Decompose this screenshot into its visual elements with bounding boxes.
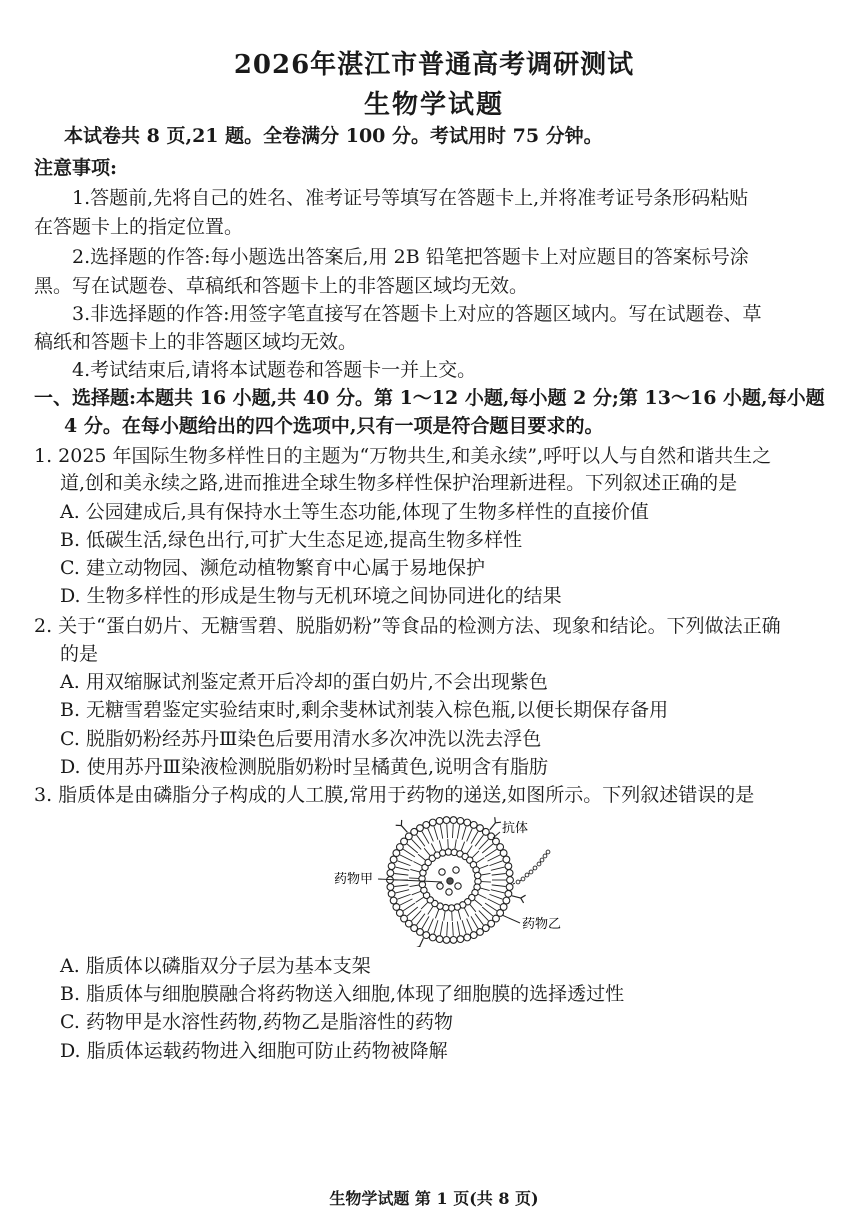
option-d: D. 生物多样性的形成是生物与无机环境之间协同进化的结果 <box>60 585 562 607</box>
outer-head <box>450 936 457 943</box>
outer-tail <box>447 922 448 936</box>
outer-head <box>506 870 513 877</box>
note-line: 4.考试结束后,请将本试题卷和答题卡一并上交。 <box>72 359 477 381</box>
outer-tail <box>462 826 466 839</box>
option-c: C. 脱脂奶粉经苏丹Ⅲ染色后要用清水多次冲洗以洗去浮色 <box>60 728 542 750</box>
inner-tail <box>478 894 486 898</box>
inner-tail <box>412 891 421 894</box>
outer-tail <box>440 825 442 839</box>
drug-a-molecule <box>439 869 445 875</box>
outer-tail <box>397 894 410 899</box>
outer-head <box>390 897 397 904</box>
outer-tail <box>400 899 413 905</box>
option-a: A. 公园建成后,具有保持水土等生态功能,体现了生物多样性的直接价值 <box>60 501 649 523</box>
peptide-bead <box>537 862 541 866</box>
note-line: 2.选择题的作答:每小题选出答案后,用 2B 铅笔把答题卡上对应题目的答案标号涂 <box>72 246 749 268</box>
outer-head <box>500 850 507 857</box>
outer-tail <box>482 844 493 853</box>
outer-tail <box>397 861 410 866</box>
outer-head <box>506 884 513 891</box>
outer-tail <box>457 921 459 935</box>
outer-head <box>464 819 471 826</box>
outer-tail <box>396 867 410 870</box>
outer-tail <box>434 826 438 839</box>
drug-a-molecule <box>437 883 443 889</box>
outer-head <box>390 856 397 863</box>
liposome-diagram <box>330 812 570 947</box>
outer-head <box>503 897 510 904</box>
outer-tail <box>475 914 483 925</box>
label-antibody: 抗体 <box>502 821 529 836</box>
antibody-arm <box>495 822 501 823</box>
inner-tail <box>480 888 489 890</box>
peptide-bead <box>543 854 547 858</box>
exam-title: 2026年湛江市普通高考调研测试 <box>233 50 635 80</box>
outer-head <box>505 890 512 897</box>
drug-molecules <box>437 867 461 895</box>
outer-head <box>429 934 436 941</box>
outer-head <box>505 863 512 870</box>
outer-tail <box>488 899 501 905</box>
outer-tail <box>491 890 505 893</box>
outer-tail <box>479 911 489 921</box>
label-drug-a: 药物甲 <box>334 872 374 887</box>
outer-tail <box>467 919 473 932</box>
inner-tail <box>464 908 468 916</box>
inner-tail <box>470 904 476 911</box>
outer-tail <box>394 873 408 875</box>
inner-tail <box>410 869 419 871</box>
inner-tail <box>413 861 421 865</box>
inner-tail <box>476 858 484 863</box>
note-line: 黑。写在试题卷、草稿纸和答题卡上的非答题区域均无效。 <box>34 275 529 297</box>
subject-title: 生物学试题 <box>363 90 504 120</box>
inner-tail <box>458 910 460 919</box>
outer-head <box>388 863 395 870</box>
antibody-arm <box>495 817 496 823</box>
outer-tail <box>492 885 506 887</box>
peptide-bead <box>529 870 533 874</box>
inner-tail <box>421 902 428 909</box>
outer-tail <box>422 916 429 928</box>
option-b: B. 脂质体与细胞膜融合将药物送入细胞,体现了细胞膜的选择透过性 <box>60 983 625 1005</box>
outer-tail <box>440 921 442 935</box>
inner-tail <box>461 842 464 851</box>
option-a: A. 脂质体以磷脂双分子层为基本支架 <box>60 955 371 977</box>
note-line: 在答题卡上的指定位置。 <box>34 216 244 238</box>
antibody-arm <box>414 946 419 947</box>
outer-head <box>436 936 443 943</box>
antibody-stem <box>401 826 407 833</box>
inner-tail <box>431 844 435 852</box>
outer-tail <box>394 885 408 887</box>
outer-tail <box>434 920 438 933</box>
note-line: 1.答题前,先将自己的姓名、准考证号等填写在答题卡上,并将准考证号条形码粘贴 <box>72 187 749 209</box>
question-stem: 1. 2025 年国际生物多样性日的主题为“万物共生,和美永续”,呼吁以人与自然和谐共生之 <box>34 445 772 467</box>
outer-tail <box>489 861 502 866</box>
outer-head <box>387 870 394 877</box>
peptide-bead <box>521 877 525 881</box>
question-stem: 2. 关于“蛋白奶片、无糖雪碧、脱脂奶粉”等食品的检测方法、现象和结论。下列做法正确 <box>34 615 781 637</box>
peptide-bead <box>525 873 529 877</box>
drug-a-molecule <box>447 878 453 884</box>
outer-head <box>388 890 395 897</box>
section-heading: 一、选择题:本题共 16 小题,共 40 分。第 1～12 小题,每小题 2 分;第 13～16 小题,每小题 <box>34 387 825 409</box>
inner-tail <box>439 840 441 849</box>
inner-tail <box>410 885 419 887</box>
page-footer: 生物学试题 第 1 页(共 8 页) <box>329 1189 539 1208</box>
outer-tail <box>412 839 422 849</box>
question-stem: 的是 <box>60 643 99 665</box>
inner-tail <box>475 900 482 906</box>
outer-tail <box>491 867 505 870</box>
outer-tail <box>467 829 473 842</box>
antibody-arm <box>521 898 524 903</box>
outer-tail <box>407 907 418 916</box>
outer-head <box>464 934 471 941</box>
label-drug-b: 药物乙 <box>522 917 562 932</box>
antibody-stem <box>512 896 521 898</box>
outer-tail <box>452 824 453 838</box>
drug-a-molecule <box>455 883 461 889</box>
outer-head <box>443 936 450 943</box>
option-d: D. 脂质体运载药物进入细胞可防止药物被降解 <box>60 1040 448 1062</box>
outer-tail <box>447 824 448 838</box>
outer-tail <box>407 844 418 853</box>
inner-tail <box>448 839 449 848</box>
outer-tail <box>400 855 413 861</box>
inner-tail <box>435 909 438 918</box>
outer-head <box>436 818 443 825</box>
drug-a-molecule <box>453 867 459 873</box>
liposome-figure <box>330 812 570 947</box>
outer-head <box>507 877 514 884</box>
inner-tail <box>472 851 479 858</box>
outer-tail <box>485 903 497 911</box>
outer-head <box>457 936 464 943</box>
option-a: A. 用双缩脲试剂鉴定煮开后冷却的蛋白奶片,不会出现紫色 <box>60 671 548 693</box>
antibody-arm <box>420 946 422 947</box>
outer-head <box>457 818 464 825</box>
inner-tail <box>455 839 456 848</box>
section-heading: 4 分。在每小题给出的四个选项中,只有一项是符合题目要求的。 <box>64 415 604 437</box>
inner-head <box>474 872 480 878</box>
outer-head <box>503 856 510 863</box>
inner-tail <box>418 854 425 860</box>
question-stem: 道,创和美永续之路,进而推进全球生物多样性保护治理新进程。下列叙述正确的是 <box>60 472 738 494</box>
note-line: 3.非选择题的作答:用签字笔直接写在答题卡上对应的答题区域内。写在试题卷、草 <box>72 303 762 325</box>
antibody-stem <box>420 938 424 946</box>
peptide-bead <box>533 866 537 870</box>
outer-head <box>423 822 430 829</box>
antibody-arm <box>521 895 526 898</box>
label-leader <box>502 915 520 923</box>
peptide-bead <box>516 880 520 884</box>
outer-head <box>387 884 394 891</box>
outer-tail <box>471 916 478 928</box>
antibody-stem <box>490 823 496 830</box>
peptide-bead <box>546 850 550 854</box>
outer-tail <box>452 922 453 936</box>
outer-head <box>470 932 477 939</box>
outer-tail <box>475 835 483 846</box>
outer-head <box>443 817 450 824</box>
inner-tail <box>428 906 433 914</box>
outer-tail <box>485 849 497 857</box>
peptide-bead <box>540 858 544 862</box>
inner-tail <box>481 873 490 875</box>
exam-info: 本试卷共 8 页,21 题。全卷满分 100 分。考试用时 75 分钟。 <box>64 125 603 147</box>
outer-head <box>450 817 457 824</box>
outer-head <box>393 904 400 911</box>
outer-tail <box>428 919 434 932</box>
outer-tail <box>403 849 415 857</box>
option-b: B. 无糖雪碧鉴定实验结束时,剩余斐林试剂装入棕色瓶,以便长期保存备用 <box>60 699 669 721</box>
inner-tail <box>424 848 430 855</box>
option-d: D. 使用苏丹Ⅲ染液检测脱脂奶粉时呈橘黄色,说明含有脂肪 <box>60 756 548 778</box>
inner-tail <box>444 911 445 920</box>
outer-tail <box>417 914 425 925</box>
option-c: C. 药物甲是水溶性药物,药物乙是脂溶性的药物 <box>60 1011 453 1033</box>
outer-tail <box>489 894 502 899</box>
outer-tail <box>396 890 410 893</box>
outer-head <box>429 819 436 826</box>
option-c: C. 建立动物园、濒危动植物繁育中心属于易地保护 <box>60 557 485 579</box>
outer-tail <box>412 911 422 921</box>
inner-tail <box>416 897 424 902</box>
drug-a-molecule <box>446 889 452 895</box>
outer-tail <box>457 825 459 839</box>
inner-tail <box>467 846 472 854</box>
inner-tail <box>452 911 453 920</box>
outer-tail <box>428 829 434 842</box>
outer-tail <box>471 832 478 844</box>
outer-tail <box>492 873 506 875</box>
inner-tail <box>479 865 488 868</box>
question-stem: 3. 脂质体是由磷脂分子构成的人工膜,常用于药物的递送,如图所示。下列叙述错误的是 <box>34 784 755 806</box>
outer-tail <box>462 920 466 933</box>
option-b: B. 低碳生活,绿色出行,可扩大生态足迹,提高生物多样性 <box>60 529 523 551</box>
outer-tail <box>403 903 415 911</box>
note-line: 稿纸和答题卡上的非答题区域均无效。 <box>34 331 358 353</box>
outer-tail <box>479 839 489 849</box>
peptide-chain <box>513 852 548 884</box>
peptide-beads <box>516 850 550 884</box>
outer-tail <box>422 832 429 844</box>
outer-tail <box>482 907 493 916</box>
notes-heading: 注意事项: <box>34 157 118 179</box>
outer-tail <box>488 855 501 861</box>
outer-tail <box>417 835 425 846</box>
